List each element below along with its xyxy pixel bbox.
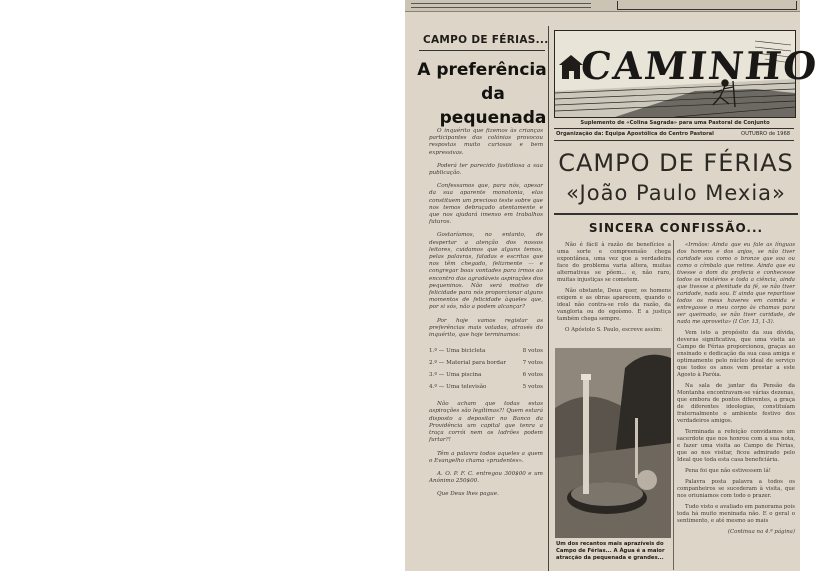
left-kicker: CAMPO DE FÉRIAS... (423, 34, 549, 46)
vote-item: 1.º — Uma bicicleta (429, 347, 486, 354)
photo-caption: Um dos recantos mais aprazíveis do Campo de Férias... A Água é a maior atracção da pequenada e grandes... (556, 541, 665, 561)
section-heading: SINCERA CONFISSÃO... (588, 221, 764, 235)
vote-list (429, 345, 543, 393)
vote-count: 7 votos (522, 359, 543, 366)
masthead-logo (554, 30, 821, 118)
masthead-subtitle: Suplemento de «Colina Sagrada» para uma Pastoral de Conjunto (580, 120, 770, 126)
vote-count: 8 votos (522, 347, 543, 354)
newspaper-page (405, 0, 821, 571)
left-headline (417, 58, 547, 130)
right-paragraph: «Irmãos: Ainda que eu fale as línguas dos homens e dos anjos, se não tiver caridade sou como o bronze que soa ou como o címbalo que retine. Ainda que eu tivesse o dom da profecia e conhecesse todos os mistérios e toda a ciência, ainda que tivesse a plenitude da fé, se não tiver caridade, nada sou. E ainda que repartisse todos os meus haveres em comida e entregasse o meu corpo às chamas para ser queimado, se não tiver caridade, de nada me aproveita» (I Cor. 13, 1-3). (677, 242, 795, 325)
campsite-photo (555, 348, 671, 538)
main-title-line-1: CAMPO DE FÉRIAS (558, 149, 794, 177)
left-paragraph: Gostaríamos, no entanto, de despertar a atenção dos nossos leitores, cuidamos que alguns temos, pelas palavras, faladas e escritas que nos têm chegado, felizmente — e congregar boas vontades para irmos ao encontro das agradáveis aspirações dos pequeninos. Não será motivo de felicidade para nós proporcionar alguns momentos de felicidade àqueles que, por si sós, não a podem alcançar? (429, 232, 543, 311)
top-strip (405, 0, 800, 12)
column-divider (548, 26, 549, 571)
continued-note: (Continua na 4.ª página) (727, 529, 795, 535)
right-paragraph: Pena foi que não estivessem lá! (685, 468, 771, 474)
vote-row (429, 381, 543, 393)
left-paragraph: Não acham que todas estas aspirações são legítimas?! Quem estará disposto a depositar no Banco da Providência um capital que tenra a traça corrói nem os ladrões podem furtar?! (429, 401, 543, 444)
top-box (617, 1, 797, 10)
vote-item: 4.º — Uma televisão (429, 383, 487, 390)
left-paragraph: O inquérito que fizemos às crianças participantes das colónias provocou respostas muito curiosas e bem expressivas. (429, 128, 543, 156)
left-paragraph: Por hoje vamos registar as preferências mais votadas, através do inquérito, que hoje terminamos: (429, 317, 543, 339)
vote-row (429, 369, 543, 381)
headline-line-1: A preferência (417, 60, 547, 80)
vote-item: 3.º — Uma piscina (429, 371, 482, 378)
vote-row (429, 357, 543, 369)
right-article-body (677, 242, 795, 536)
left-paragraph: A. O. P. F. C. entregou 300$00 e um Anónimo 250$00. (429, 470, 543, 485)
kicker-rule (419, 50, 545, 51)
left-paragraph: Poderá ter parecido fastidiosa a sua publicação. (429, 162, 543, 177)
left-article-body (429, 128, 543, 505)
masthead-title: CAMINHO (578, 43, 821, 88)
main-title-line-2: «João Paulo Mexia» (566, 181, 786, 205)
org-rule (554, 140, 794, 141)
middle-article-body (557, 242, 671, 338)
headline-line-2: da pequenada (439, 84, 547, 128)
left-paragraph: Têm a palavra todos aqueles a quem o Evangelho chama «prudentes». (429, 450, 543, 464)
masthead-date: OUTUBRO de 1968 (741, 131, 791, 137)
right-paragraph: Vem isto a propósito da sua dívida, deveras significativa, que uma visita ao Campo de Férias proporcionou, graças ao ensinado e dedicação da sua casa amiga e optimamente pelo núcleo ideal de serviço que todos os anos vem prestar a este Agosto à Paróia. (677, 330, 795, 378)
middle-paragraph: Não é fácil à razão de benefícios a uma sorte e compreensão chega expontânea, uma vez que a verdadeira face do problema varia altera, muitas alternativas se põem... e, não raro, muitas injustiças se cometem. (557, 242, 671, 283)
right-paragraph: Palavra posta palavra a todos os companheiros se sucederam à visita, que nos oriuniamos com todo o prazer. (677, 479, 795, 499)
middle-paragraph: O Apóstolo S. Paulo, escreve assim: (565, 327, 663, 333)
vote-count: 6 votos (522, 371, 543, 378)
vote-count: 5 votos (522, 383, 543, 390)
left-paragraph: Que Deus lhes pague. (437, 491, 499, 498)
masthead-org: Organização da: Equipa Apostólica do Centro Pastoral (556, 131, 714, 137)
right-paragraph: Tudo visto e avaliado em panorama pois toda há muito meninada não. E o geral o sentimento, e até mesmo ao mais (677, 504, 796, 524)
fountain-photo-graphic (555, 348, 671, 538)
vote-row (429, 345, 543, 357)
left-paragraph: Confessamos que, para nós, apesar da sua aparente monotonia, elas constituem um precioso teste sobre que nos temos debruçado atentamente e que nos ajudará imenso em trabalhos futuros. (429, 183, 543, 226)
inner-column-divider (673, 240, 674, 570)
middle-paragraph: Não obstante, Deus quer, os homens exigem e as obras aparecem, quando o ideal não contra-se rolo da razão, da vangloria ou do egoísmo. E a justiça também chega sempre. (557, 288, 671, 322)
right-paragraph: Na sala de jantar da Pensão da Montanha encontravam-se várias dezenas, que embora de pontos diferentes, a graça de diferentes ideologias, constituíam fraternalmente o ambiente festivo dos verdadeiros amigos. (677, 383, 795, 424)
title-rule (554, 213, 798, 215)
top-rule (411, 3, 591, 8)
vote-item: 2.º — Material para bordar (429, 359, 507, 366)
right-paragraph: Terminada a refeição convidamos um sacerdote que nos honrou com a sua nota, e fazer uma visita ao Campo de Férias, que ao nos visitar, ficou admirado pelo Ideal que toda esta casa beneficiária. (677, 429, 795, 463)
masthead-rule (554, 128, 794, 129)
